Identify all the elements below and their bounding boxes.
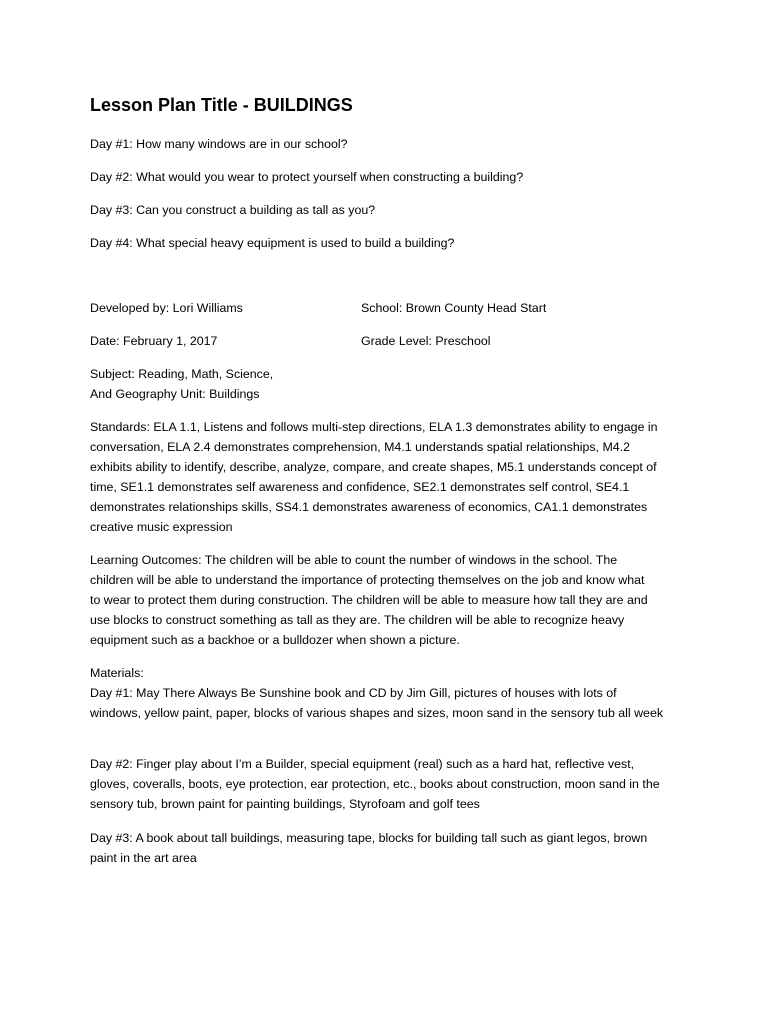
plan-date: Date: February 1, 2017 (90, 334, 218, 348)
question-day-1: Day #1: How many windows are in our school? (90, 137, 348, 151)
materials-day3-line: Day #3: A book about tall buildings, measuring tape, blocks for building tall such as giant legos, brown (90, 831, 648, 845)
outcomes-line: to wear to protect them during construction. The children will be able to measure how tall they are and (90, 593, 648, 607)
materials-day2-line: Day #2: Finger play about I’m a Builder, special equipment (real) such as a hard hat, reflective vest, (90, 757, 635, 771)
grade-level: Grade Level: Preschool (361, 334, 491, 348)
question-day-2: Day #2: What would you wear to protect yourself when constructing a building? (90, 170, 524, 184)
materials-day2-line: sensory tub, brown paint for painting buildings, Styrofoam and golf tees (90, 797, 480, 811)
standards-line: demonstrates relationships skills, SS4.1 demonstrates awareness of economics, CA1.1 demonstrates (90, 500, 648, 514)
outcomes-line: use blocks to construct something as tall as they are. The children will be able to recognize heavy (90, 613, 625, 627)
materials-heading: Materials: (90, 666, 144, 680)
standards-line: conversation, ELA 2.4 demonstrates comprehension, M4.1 understands spatial relationships, M4.2 (90, 440, 630, 454)
materials-day3-line: paint in the art area (90, 851, 197, 865)
standards-paragraph (90, 417, 690, 537)
outcomes-line: equipment such as a backhoe or a bulldozer when shown a picture. (90, 633, 460, 647)
learning-outcomes-paragraph (90, 550, 690, 650)
materials-section (90, 663, 690, 723)
standards-line: creative music expression (90, 520, 233, 534)
standards-line: exhibits ability to identify, describe, analyze, compare, and create shapes, M5.1 understands concept of (90, 460, 657, 474)
materials-day1-line: windows, yellow paint, paper, blocks of various shapes and sizes, moon sand in the sensory tub all week (90, 706, 664, 720)
lesson-plan-title: Lesson Plan Title - BUILDINGS (90, 95, 353, 115)
subject-line: And Geography Unit: Buildings (90, 387, 260, 401)
question-day-4: Day #4: What special heavy equipment is used to build a building? (90, 236, 455, 250)
question-day-3: Day #3: Can you construct a building as tall as you? (90, 203, 376, 217)
standards-line: time, SE1.1 demonstrates self awareness and confidence, SE2.1 demonstrates self control, SE4.1 (90, 480, 630, 494)
subject-line: Subject: Reading, Math, Science, (90, 367, 274, 381)
outcomes-line: Learning Outcomes: The children will be able to count the number of windows in the school. The (90, 553, 618, 567)
subject-block (90, 364, 690, 404)
developed-by: Developed by: Lori Williams (90, 301, 243, 315)
materials-day2-paragraph (90, 754, 690, 814)
school-name: School: Brown County Head Start (361, 301, 547, 315)
outcomes-line: children will be able to understand the importance of protecting themselves on the job and know what (90, 573, 645, 587)
materials-day1-line: Day #1: May There Always Be Sunshine book and CD by Jim Gill, pictures of houses with lots of (90, 686, 617, 700)
standards-line: Standards: ELA 1.1, Listens and follows multi-step directions, ELA 1.3 demonstrates ability to engage in (90, 420, 658, 434)
materials-day2-line: gloves, coveralls, boots, eye protection, ear protection, etc., books about construction, moon sand in the (90, 777, 660, 791)
materials-day3-paragraph (90, 828, 690, 868)
